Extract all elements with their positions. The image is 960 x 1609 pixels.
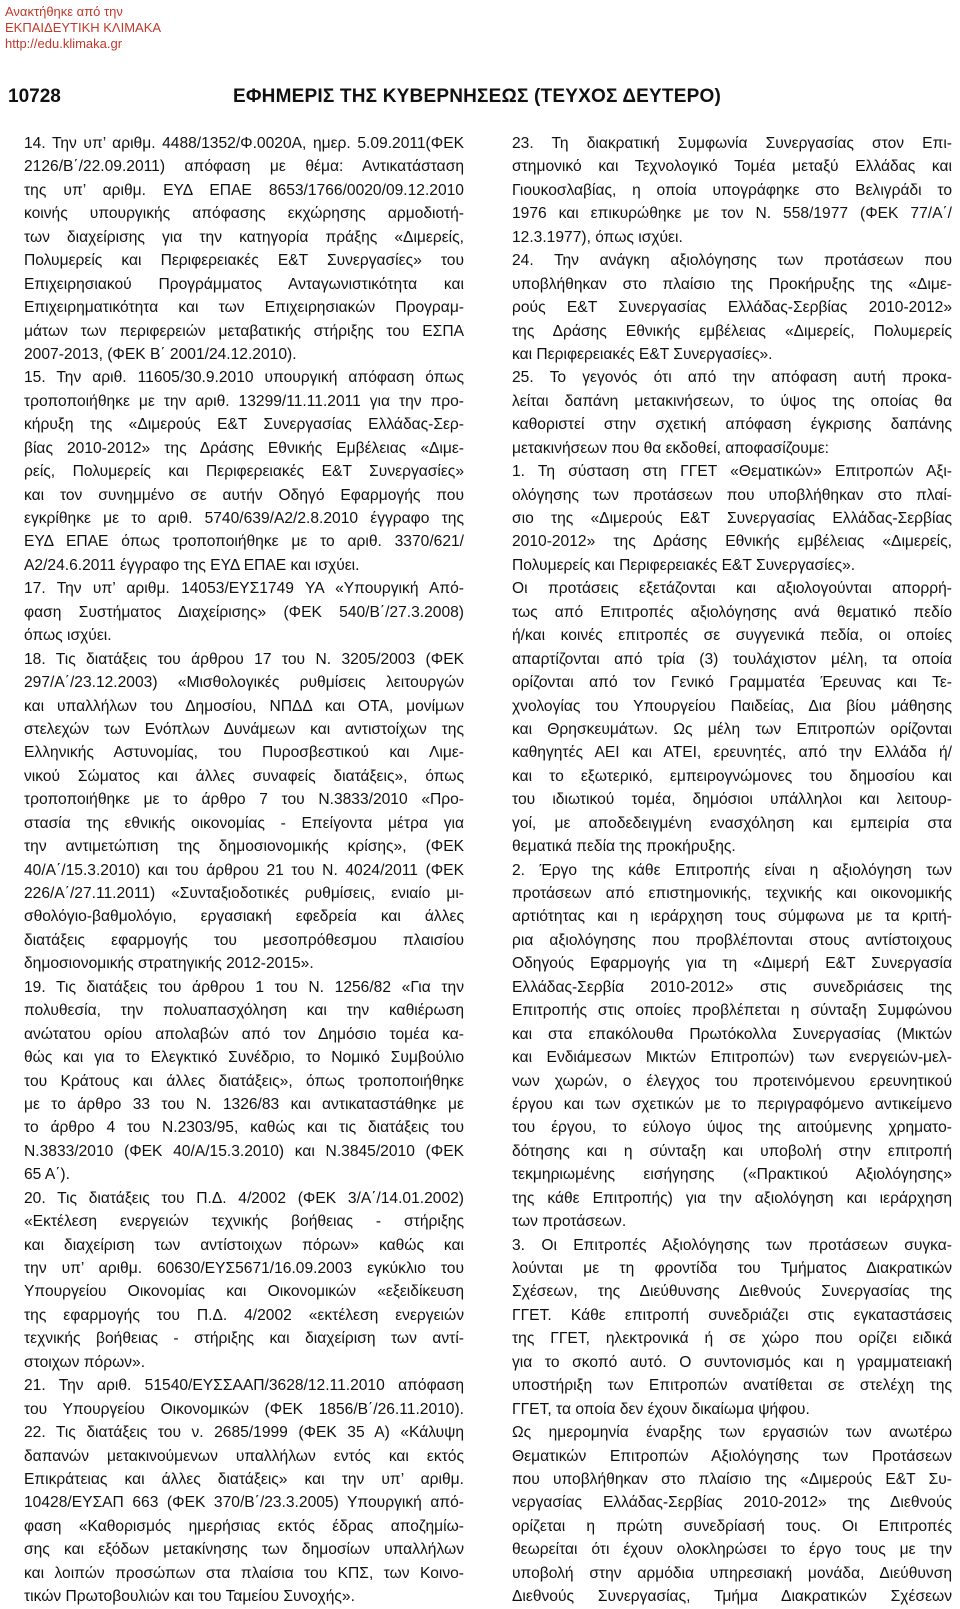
watermark-link[interactable]: http://edu.klimaka.gr	[5, 36, 123, 51]
text-line: και λοιπών προσώπων στα πλαίσια του ΚΠΣ, των Κοινο-	[24, 1564, 464, 1582]
text-line: Οι προτάσεις εξετάζονται και αξιολογούνται απορρή-	[512, 580, 952, 598]
text-line: το άρθρο 4 του Ν.2303/95, καθώς και τις διατάξεις του	[24, 1119, 464, 1137]
left-column	[24, 132, 464, 1609]
text-line: 1976 και επικυρώθηκε με τον Ν. 558/1977 (ΦΕΚ 77/Α΄/	[512, 205, 952, 223]
text-line: 18. Τις διατάξεις του άρθρου 17 του Ν. 3205/2003 (ΦΕΚ	[24, 650, 464, 668]
right-column	[512, 132, 952, 1609]
text-line: νεργασίας Ελλάδας-Σερβίας 2010-2012» της Διεθνούς	[512, 1494, 952, 1512]
text-line: του έργου, το εύλογο ύψος της αιτούμενης χρηματο-	[512, 1119, 952, 1137]
text-line: ρούς Ε&Τ Συνεργασίας Ελλάδας-Σερβίας 2010-2012»	[512, 299, 952, 317]
text-line: τροποποιήθηκε με την αριθ. 13299/11.11.2011 για την προ-	[24, 392, 464, 410]
text-line: τεχνικής βοήθειας - στήριξης και διαχείριση των αντί-	[24, 1330, 464, 1348]
text-line: διατάξεις εφαρμογής του μεσοπρόθεσμου πλαισίου	[24, 931, 464, 949]
text-line: ανώτατου ορίου απολαβών από τον Δημόσιο τομέα κα-	[24, 1025, 464, 1043]
text-line: ΓΓΕΤ. Κάθε επιτροπή συνεδριάζει στις εγκαταστάσεις	[512, 1306, 952, 1324]
text-line: σθολόγιο-βαθμολόγιο, εργασιακή εφεδρεία και άλλες	[24, 908, 464, 926]
text-line: της εφαρμογής του Π.Δ. 4/2002 «εκτέλεση ενεργειών	[24, 1306, 464, 1324]
text-line: στοιχων πόρων».	[24, 1353, 146, 1371]
text-line: 2007-2013, (ΦΕΚ Β΄ 2001/24.12.2010).	[24, 345, 297, 363]
text-line: Επικράτειας και άλλες διατάξεις» και την υπ’ αριθμ.	[24, 1470, 464, 1488]
text-line: γοί, με αποδεδειγμένη ενασχόληση και εμπειρία στα	[512, 814, 952, 832]
text-line: Ελληνικής Αστυνομίας, του Πυροσβεστικού και Λιμε-	[24, 744, 464, 762]
watermark	[5, 4, 161, 52]
text-line: 22. Τις διατάξεις του ν. 2685/1999 (ΦΕΚ 35 Α) «Κάλυψη	[24, 1424, 464, 1442]
text-line: φαση Συστήματος Διαχείρισης» (ΦΕΚ 540/Β΄/27.3.2008)	[24, 603, 464, 621]
watermark-line: Ανακτήθηκε από την	[5, 4, 123, 19]
text-line: Σχέσεων, της Διεύθυνσης Διεθνούς Συνεργασίας της	[512, 1283, 952, 1301]
text-line: Α2/24.6.2011 έγγραφο της ΕΥΔ ΕΠΑΕ και ισχύει.	[24, 556, 360, 574]
text-line: προτάσεων από επιστημονικής, τεχνικής και οικονομικής	[512, 885, 952, 902]
text-line: 226/Α΄/27.11.2011) «Συνταξιοδοτικές ρυθμίσεις, ενιαίο μι-	[24, 885, 464, 902]
text-line: 2010-2012» της Δράσης Εθνικής εμβέλειας «Διμερείς,	[512, 533, 952, 551]
text-line: ΕΥΔ ΕΠΑΕ όπως τροποποιήθηκε με το αριθ. 3370/621/	[24, 533, 464, 551]
text-line: Ελλάδας-Σερβία 2010-2012» στις συνεδριάσεις της	[512, 978, 952, 996]
text-line: της κάθε Επιτροπής) για την αξιολόγηση και ιεράρχηση	[512, 1189, 952, 1207]
journal-title: ΕΦΗΜΕΡΙΣ ΤΗΣ ΚΥΒΕΡΝΗΣΕΩΣ (ΤΕΥΧΟΣ ΔΕΥΤΕΡΟ)	[233, 86, 721, 107]
text-line: θεματικά πεδία της προκήρυξης.	[512, 838, 736, 856]
text-line: υποβολή στην αρμόδια υπηρεσιακή μονάδα, Διεύθυνση	[512, 1564, 952, 1582]
text-line: σιο της «Διμερούς Ε&Τ Συνεργασίας Ελλάδας-Σερβίας	[512, 510, 952, 527]
watermark-line: ΕΚΠΑΙΔΕΥΤΙΚΗ ΚΛΙΜΑΚΑ	[5, 20, 162, 35]
text-line: κοινής υπουργικής απόφασης εκχώρησης αρμοδιοτή-	[24, 205, 464, 223]
text-line: 21. Την αριθ. 51540/ΕΥΣΣΑΑΠ/3628/12.11.2010 απόφαση	[24, 1377, 464, 1395]
text-line: 1. Τη σύσταση στη ΓΓΕΤ «Θεματικών» Επιτροπών Αξι-	[512, 463, 952, 481]
text-line: ρείς, Πολυμερείς και Περιφερειακές Ε&Τ Συνεργασίες»	[24, 463, 464, 481]
text-line: ΓΓΕΤ, τα οποία δεν έχουν δικαίωμα ψήφου.	[512, 1400, 810, 1418]
page-header	[8, 86, 948, 116]
text-line: και Θρησκευμάτων. Ως μέλη των Επιτροπών ορίζονται	[512, 720, 952, 738]
text-line: στασία της εθνικής οικονομίας - Επείγοντα μέτρα για	[24, 814, 464, 832]
text-line: τικών Πρωτοβουλιών και του Ταμείου Συνοχής».	[24, 1588, 355, 1606]
text-line: ή/και κοινές επιτροπές σε συγγενικά πεδία, οι οποίες	[512, 627, 952, 645]
text-line: Διεθνούς Συνεργασίας, Τμήμα Διακρατικών Σχέσεων	[512, 1588, 952, 1606]
text-line: Υπουργείου Οικονομίας και Οικονομικών «εξειδίκευση	[24, 1283, 464, 1301]
text-line: Πολυμερείς και Περιφερειακές Ε&Τ Συνεργασίες».	[512, 556, 856, 574]
text-line: την υπ’ αριθμ. 60630/ΕΥΣ5671/16.09.2003 εγκύκλιο του	[24, 1260, 464, 1277]
text-line: με το άρθρο 33 του Ν. 1326/83 και αντικαταστάθηκε με	[24, 1095, 464, 1113]
text-line: την αντιμετώπιση της δημοσιονομικής κρίσης», (ΦΕΚ	[24, 838, 464, 856]
text-line: υποβλήθηκαν στο πλαίσιο της Προκήρυξης της «Διμε-	[512, 275, 952, 293]
text-line: της ΓΓΕΤ, ηλεκτρονικά ή σε χώρο που ορίζει ειδικά	[512, 1330, 952, 1348]
text-line: των διαχείρισης για την κατηγορία πράξης «Διμερείς,	[24, 228, 464, 246]
text-line: 15. Την αριθ. 11605/30.9.2010 υπουργική απόφαση όπως	[24, 369, 464, 387]
text-line: Ν.3833/2010 (ΦΕΚ 40/Α/15.3.2010) και Ν.3845/2010 (ΦΕΚ	[24, 1142, 464, 1160]
text-line: 17. Την υπ’ αριθμ. 14053/ΕΥΣ1749 ΥΑ «Υπουργική Από-	[24, 580, 464, 598]
text-line: στημονικό και Τεχνολογικό Τομέα μεταξύ Ελλάδας και	[512, 158, 952, 176]
text-line: και στα επακόλουθα Πρωτόκολλα Συνεργασίας (Μικτών	[512, 1025, 952, 1043]
text-line: των προτάσεων.	[512, 1213, 627, 1231]
text-line: του Υπουργείου Οικονομικών (ΦΕΚ 1856/Β΄/26.11.2010).	[24, 1400, 464, 1418]
text-line: του Κράτους και άλλες διατάξεις», όπως τροποποιήθηκε	[24, 1072, 464, 1090]
text-line: Επιχειρηματικότητα και των Επιχειρησιακών Προγραμ-	[24, 299, 464, 317]
text-line: 297/Α΄/23.12.2003) «Μισθολογικές ρυθμίσεις λειτουργών	[24, 674, 464, 692]
text-line: πολυθεσία, την πολυαπασχόληση και την καθιέρωση	[24, 1002, 464, 1020]
text-line: χνολογίας του Υπουργείου Παιδείας, Δια βίου μάθησης	[512, 697, 952, 715]
text-line: 65 Α΄).	[24, 1166, 70, 1184]
text-line: «Εκτέλεση ενεργειών τεχνικής βοήθειας - στήριξης	[24, 1213, 464, 1231]
text-line: υποστήριξη των Επιτροπών ανατίθεται σε στελέχη της	[512, 1377, 952, 1395]
text-line: δότησης και η σύνταξη και υποβολή στην επιτροπή	[512, 1142, 952, 1160]
text-line: 12.3.1977), όπως ισχύει.	[512, 228, 683, 246]
text-line: νικού Σώματος και άλλες συναφείς διατάξεις», όπως	[24, 767, 464, 785]
text-line: έργου και των σχετικών με το περιγραφόμενο αντικείμενο	[512, 1095, 952, 1113]
text-line: μετακινήσεων που θα εκδοθεί, αποφασίζουμε:	[512, 439, 829, 457]
text-line: 20. Τις διατάξεις του Π.Δ. 4/2002 (ΦΕΚ 3/Α΄/14.01.2002)	[24, 1189, 464, 1207]
text-line: ορίζεται η πρώτη συνεδρίασή τους. Οι Επιτροπές	[512, 1517, 952, 1535]
text-line: τεκμηριωμένης εισήγησης («Πρακτικού Αξιολόγησης»	[512, 1166, 952, 1184]
text-line: θώς και για το Ελεγκτικό Συνέδριο, το Νομικό Συμβούλιο	[24, 1049, 464, 1067]
text-line: και τον συνημμένο σε αυτήν Οδηγό Εφαρμογής που	[24, 486, 464, 504]
text-line: νων χωρών, ο έλεγχος του προτεινόμενου ερευνητικού	[512, 1072, 952, 1090]
text-line: της Δράσης Εθνικής εμβέλειας «Διμερείς, Πολυμερείς	[512, 322, 952, 340]
text-line: κήρυξη της «Διμερούς Ε&Τ Συνεργασίας Ελλάδας-Σερ-	[24, 416, 464, 434]
text-line: 25. Το γεγονός ότι από την απόφαση αυτή προκα-	[512, 369, 952, 387]
text-line: αρτιότητας και η ιεράρχηση τους σύμφωνα με τα κριτή-	[512, 908, 952, 926]
text-line: καθοριστεί στην σχετική απόφαση έγκρισης δαπάνης	[512, 416, 952, 434]
text-line: 23. Τη διακρατική Συμφωνία Συνεργασίας στον Επι-	[512, 135, 952, 152]
text-line: και υπαλλήλων του Δημοσίου, ΝΠΔΔ και ΟΤΑ, μονίμων	[24, 697, 464, 715]
text-line: δημοσιονομικής στρατηγικής 2012-2015».	[24, 955, 314, 973]
text-line: Γιουκοσλαβίας, η οποία υπογράφηκε στο Βελιγράδι το	[512, 181, 952, 199]
page-number: 10728	[8, 86, 61, 107]
text-line: εγκρίθηκε με το αριθ. 5740/639/Α2/2.8.2010 έγγραφο της	[24, 510, 464, 527]
text-line: του ιδιωτικού τομέα, δημόσιοι υπάλληλοι και λειτουρ-	[512, 791, 952, 809]
text-line: 14. Την υπ’ αριθμ. 4488/1352/Φ.0020Α, ημερ. 5.09.2011(ΦΕΚ	[24, 135, 464, 152]
text-line: φαση «Καθορισμός ημερήσιας εκτός έδρας αποζημίω-	[24, 1517, 464, 1535]
text-line: τως από Επιτροπές αξιολόγησης ανά θεματικό πεδίο	[512, 603, 952, 621]
text-line: και Περιφερειακές Ε&Τ Συνεργασίες».	[512, 345, 773, 363]
text-line: ολόγησης των προτάσεων που υποβλήθηκαν στο πλαί-	[512, 486, 952, 504]
text-line: Θεματικών Επιτροπών Αξιολόγησης των Προτάσεων	[512, 1447, 952, 1465]
text-line: και το εξωτερικό, εμπειρογνώμονες του δημοσίου και	[512, 767, 952, 785]
text-line: Ως ημερομηνία έναρξης των εργασιών των ανωτέρω	[512, 1424, 952, 1442]
text-line: 19. Τις διατάξεις του άρθρου 1 του Ν. 1256/82 «Για την	[24, 978, 464, 996]
text-line: βίας 2010-2012» της Δράσης Εθνικής Εμβέλειας «Διμε-	[24, 439, 464, 457]
text-line: και Ενδιάμεσων Μικτών Επιτροπών) των ενεργειών-μελ-	[512, 1049, 952, 1067]
text-line: απαρτίζονται από τρία (3) τουλάχιστον μέλη, τα οποία	[512, 650, 952, 668]
text-line: σης και εξόδων μετακίνησης των δημοσίων υπαλλήλων	[24, 1541, 464, 1559]
text-line: δαπανών μετακινούμενων υπαλλήλων εντός και εκτός	[24, 1447, 464, 1465]
text-line: και διαχείριση των αντίστοιχων πόρων» καθώς και	[24, 1236, 464, 1254]
text-line: θεωρείται ότι έχουν ολοκληρώσει το έργο τους με την	[512, 1541, 952, 1559]
text-line: 2126/Β΄/22.09.2011) απόφαση με θέμα: Αντικατάσταση	[24, 158, 464, 176]
text-line: ορίζονται από τον Γενικό Γραμματέα Έρευνας και Τε-	[512, 674, 952, 692]
text-line: λείται δαπάνη μετακινήσεων, το ύψος της οποίας θα	[512, 392, 952, 410]
text-line: για το σκοπό αυτό. Ο συντονισμός και η γραμματειακή	[512, 1353, 952, 1371]
text-line: ρια αξιολόγησης που προβλέπονται στους αντίστοιχους	[512, 931, 952, 949]
text-line: 2. Έργο της κάθε Επιτροπής είναι η αξιολόγηση των	[512, 861, 952, 879]
text-line: 24. Την ανάγκη αξιολόγησης των προτάσεων που	[512, 252, 952, 270]
text-line: λούνται με τη φροντίδα του Τμήματος Διακρατικών	[512, 1260, 952, 1277]
text-line: τροποποιήθηκε με το άρθρο 7 του Ν.3833/2010 «Προ-	[24, 791, 464, 809]
text-line: Επιχειρησιακού Προγράμματος Ανταγωνιστικότητα και	[24, 275, 464, 293]
text-line: 40/Α΄/15.3.2010) και του άρθρου 21 του Ν. 4024/2011 (ΦΕΚ	[24, 861, 464, 879]
text-line: 3. Οι Επιτροπές Αξιολόγησης των προτάσεων συγκα-	[512, 1236, 952, 1254]
text-line: της υπ’ αριθμ. ΕΥΔ ΕΠΑΕ 8653/1766/0020/09.12.2010	[24, 181, 464, 199]
text-line: 10428/ΕΥΣΑΠ 663 (ΦΕΚ 370/Β΄/23.3.2005) Υπουργική από-	[24, 1494, 464, 1512]
text-line: μάτων των περιφερειών μεταβατικής στήριξης του ΕΣΠΑ	[24, 322, 464, 340]
text-line: στελεχών των Ενόπλων Δυνάμεων και αντιστοίχων της	[24, 720, 464, 738]
text-line: Επιτροπής στις οποίες προβλέπεται η σύνταξη Συμφώνου	[512, 1002, 952, 1020]
text-line: Οδηγούς Εφαρμογής για τη «Διμερή Ε&Τ Συνεργασία	[512, 955, 952, 973]
text-line: καθηγητές ΑΕΙ και ΑΤΕΙ, ερευνητές, από την Ελλάδα ή/	[512, 744, 952, 762]
text-line: όπως ισχύει.	[24, 627, 112, 645]
text-line: που υποβλήθηκαν στο πλαίσιο της «Διμερούς Ε&Τ Συ-	[512, 1470, 952, 1488]
text-line: Πολυμερείς και Περιφερειακές Ε&Τ Συνεργασίες» του	[24, 252, 464, 270]
